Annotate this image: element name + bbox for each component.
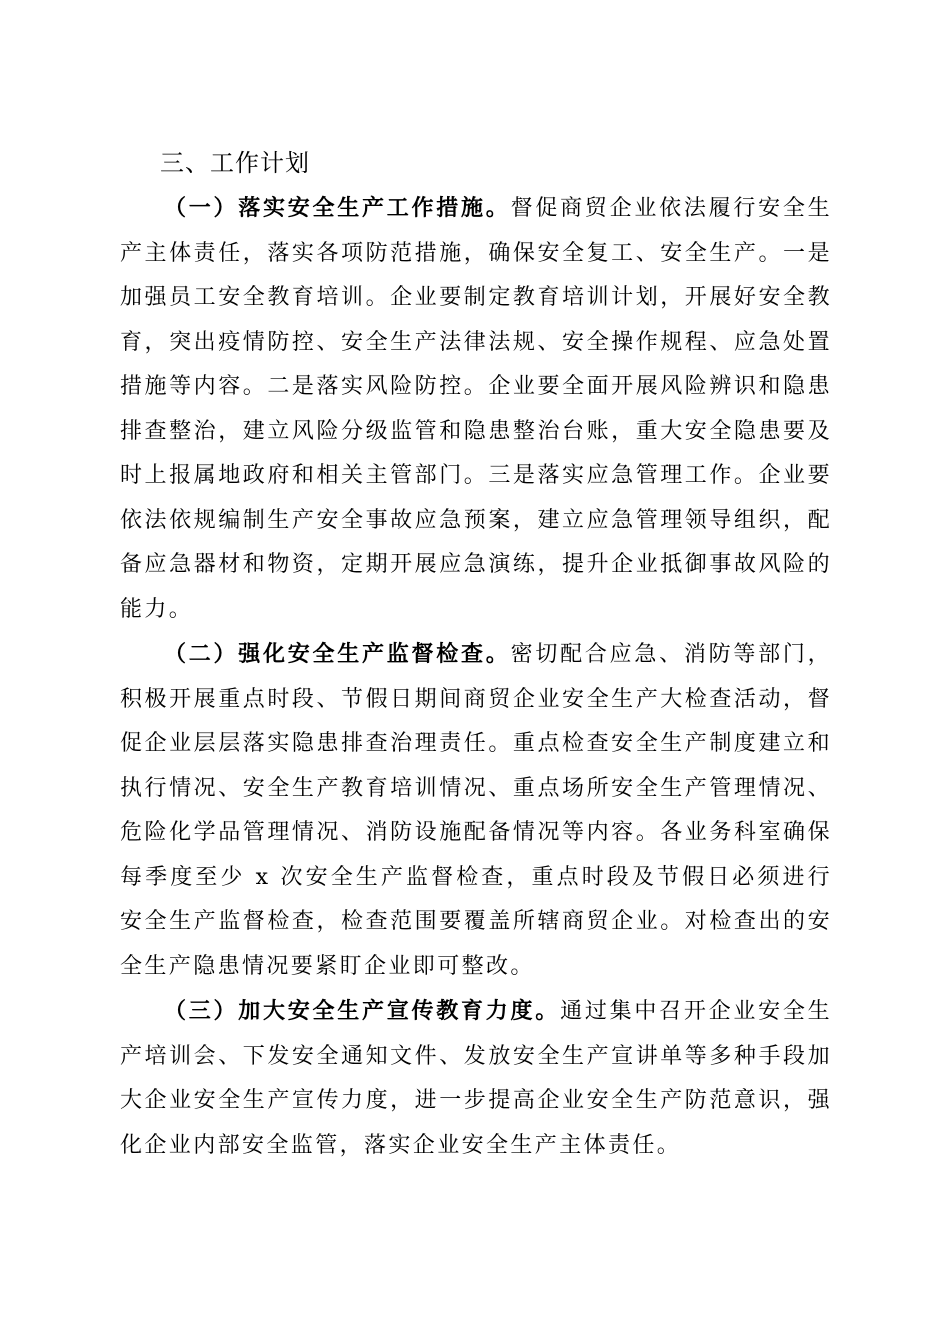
paragraph-3-lead: （三）加大安全生产宣传教育力度。 xyxy=(164,998,561,1024)
paragraph-2-lead: （二）强化安全生产监督检查。 xyxy=(164,641,511,667)
paragraph-1-body: 督促商贸企业依法履行安全生产主体责任，落实各项防范措施，确保安全复工、安全生产。一是加强员工安全教育培训。企业要制定教育培训计划，开展好安全教育，突出疫情防控、安全生产法律法规、安全操作规程、应急处置措施等内容。二是落实风险防控。企业要全面开展风险辨识和隐患排查整治，建立风险分级监管和隐患整治台账，重大安全隐患要及时上报属地政府和相关主管部门。三是落实应急管理工作。企业要依法依规编制生产安全事故应急预案，建立应急管理领导组织，配备应急器材和物资，定期开展应急演练，提升企业抵御事故风险的能力。 xyxy=(120,196,833,622)
paragraph-1-lead: （一）落实安全生产工作措施。 xyxy=(164,195,511,221)
paragraph-3 xyxy=(120,989,832,1168)
document-body xyxy=(120,186,832,1168)
section-heading: 三、工作计划 xyxy=(160,149,310,177)
paragraph-1 xyxy=(120,186,832,632)
paragraph-2-body: 密切配合应急、消防等部门，积极开展重点时段、节假日期间商贸企业安全生产大检查活动，督促企业层层落实隐患排查治理责任。重点检查安全生产制度建立和执行情况、安全生产教育培训情况、重点场所安全生产管理情况、危险化学品管理情况、消防设施配备情况等内容。各业务科室确保每季度至少 x 次安全生产监督检查，重点时段及节假日必须进行安全生产监督检查，检查范围要覆盖所辖商贸企业。对检查出的安全生产隐患情况要紧盯企业即可整改。 xyxy=(120,642,833,979)
paragraph-2 xyxy=(120,632,832,989)
paragraph-3-body: 通过集中召开企业安全生产培训会、下发安全通知文件、发放安全生产宣讲单等多种手段加大企业安全生产宣传力度，进一步提高企业安全生产防范意识，强化企业内部安全监管，落实企业安全生产主体责任。 xyxy=(120,999,832,1158)
